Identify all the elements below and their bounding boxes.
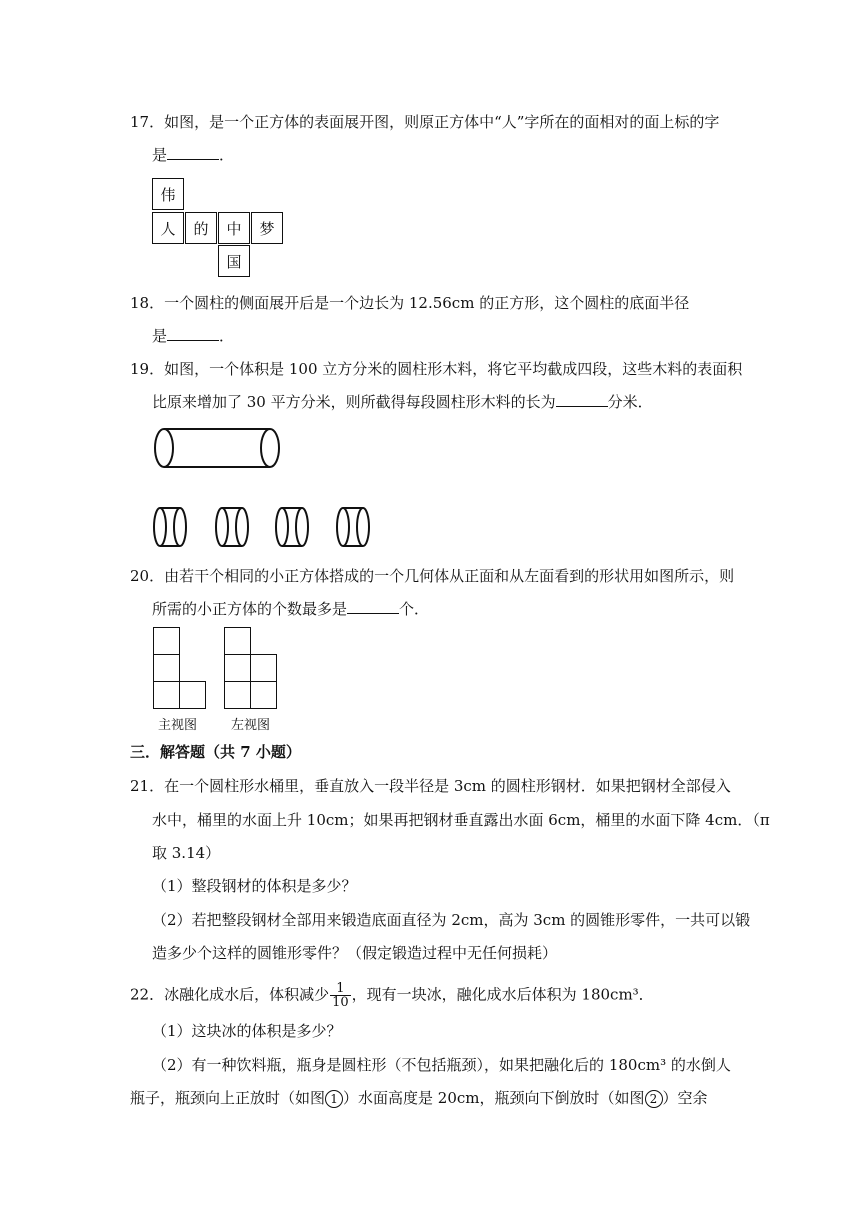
q21-sub1: （1）整段钢材的体积是多少？: [152, 877, 357, 895]
q22-sub2-line1: （2）有一种饮料瓶，瓶身是圆柱形（不包括瓶颈），如果把融化后的 180cm³ 的水倒人: [152, 1056, 731, 1074]
front-view-square: [179, 681, 206, 709]
q22-sub2-line2: [130, 1088, 708, 1108]
q21-line1: 21．在一个圆柱形水桶里，垂直放入一段半径是 3cm 的圆柱形钢材．如果把钢材全部侵入: [130, 777, 731, 795]
q21-line2: 水中，桶里的水面上升 10cm；如果再把钢材垂直露出水面 6cm，桶里的水面下降 4cm．（π: [152, 811, 770, 829]
q20-line2-pre: 所需的小正方体的个数最多是: [152, 600, 348, 618]
front-view-square: [153, 627, 180, 655]
q22-sub2-line2-a: 瓶子，瓶颈向上正放时（如图: [130, 1089, 326, 1107]
q18-line2-pre: 是: [152, 327, 168, 345]
q20-line1: 20．由若干个相同的小正方体搭成的一个几何体从正面和从左面看到的形状用如图所示，则: [130, 567, 735, 585]
cylinder-figure: [150, 420, 375, 555]
cut-piece-1: [154, 508, 186, 546]
figure-ref-1: 1: [325, 1090, 343, 1108]
q21-line3: 取 3.14）: [152, 844, 221, 862]
cube-net-figure: [150, 176, 286, 280]
cut-piece-4: [337, 508, 369, 546]
q19-line1: 19．如图，一个体积是 100 立方分米的圆柱形木料，将它平均截成四段，这些木料的表面积: [130, 360, 743, 378]
left-view-square: [250, 654, 277, 682]
figure-ref-2: 2: [645, 1090, 663, 1108]
front-view-label: 主视图: [158, 718, 198, 733]
q21-sub2-line1: （2）若把整段钢材全部用来锻造底面直径为 2cm，高为 3cm 的圆锥形零件，一共可以锻: [152, 911, 751, 929]
q22-line1-post: ，现有一块冰，融化成水后体积为 180cm³．: [351, 985, 654, 1004]
q18-answer-blank: [167, 328, 219, 341]
left-view-square: [224, 681, 251, 709]
fraction: [330, 982, 351, 1009]
q22-sub1: （1）这块冰的体积是多少？: [152, 1022, 342, 1040]
q22-line1: [130, 982, 654, 1009]
q20-line2: [152, 599, 429, 619]
q17-line2: [152, 145, 234, 165]
q19-line2-pre: 比原来增加了 30 平方分米，则所截得每段圆柱形木料的长为: [152, 393, 556, 411]
q17-line1: 17．如图，是一个正方体的表面展开图，则原正方体中“人”字所在的面相对的面上标的字: [130, 113, 720, 131]
q20-answer-blank: [347, 601, 399, 614]
q22-sub2-line2-c: ）空余: [662, 1089, 708, 1107]
q19-line2-post: 分米．: [607, 393, 653, 411]
front-view-square: [153, 654, 180, 682]
net-cell-wei: 伟: [152, 178, 184, 210]
q18-line2-post: ．: [219, 327, 235, 345]
net-cell-guo: 国: [218, 245, 250, 277]
net-cell-ren: 人: [152, 212, 184, 244]
q18-line1: 18．一个圆柱的侧面展开后是一个边长为 12.56cm 的正方形，这个圆柱的底面半径: [130, 294, 690, 312]
views-figure: [150, 627, 285, 737]
left-view-label: 左视图: [231, 718, 271, 733]
fraction-denominator: 10: [332, 995, 349, 1010]
q20-line2-post: 个．: [399, 600, 430, 618]
left-view-square: [224, 654, 251, 682]
q17-line2-pre: 是: [152, 146, 168, 164]
q19-line2: [152, 392, 653, 412]
net-cell-meng: 梦: [251, 212, 283, 244]
q17-line2-post: ．: [219, 146, 235, 164]
left-view-square: [224, 627, 251, 655]
section-heading: 三．解答题（共 7 小题）: [130, 743, 301, 761]
q22-line1-pre: 22．冰融化成水后，体积减少: [130, 985, 330, 1004]
front-view-square: [153, 681, 180, 709]
left-view-square: [250, 681, 277, 709]
q22-sub2-line2-b: ）水面高度是 20cm，瓶颈向下倒放时（如图: [343, 1089, 645, 1107]
cut-piece-3: [276, 508, 308, 546]
long-cylinder: [155, 429, 279, 467]
q19-answer-blank: [556, 394, 608, 407]
q18-line2: [152, 326, 234, 346]
q21-sub2-line2: 造多少个这样的圆锥形零件？（假定锻造过程中无任何损耗）: [152, 944, 558, 962]
q17-answer-blank: [167, 147, 219, 160]
fraction-numerator: 1: [330, 982, 351, 996]
net-cell-zhong: 中: [218, 212, 250, 244]
net-cell-de: 的: [185, 212, 217, 244]
cut-piece-2: [216, 508, 248, 546]
